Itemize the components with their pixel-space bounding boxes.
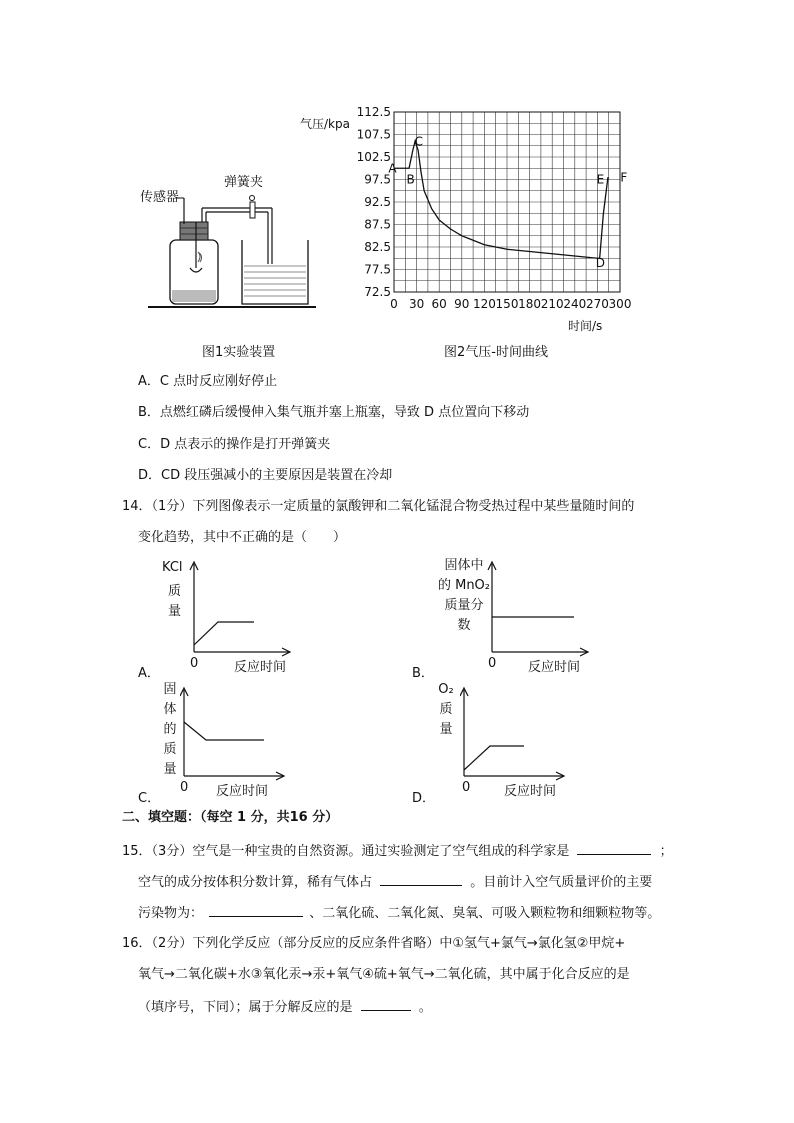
- q15-line2-text: 空气的成分按体积分数计算，稀有气体占: [138, 875, 373, 890]
- q15-blank-scientist[interactable]: [577, 840, 651, 855]
- sensor-label: 传感器: [140, 190, 180, 205]
- graph-b-xlabel: 反应时间: [528, 660, 581, 675]
- y-tick-label: 112.5: [356, 105, 391, 119]
- q15-line3: [138, 902, 660, 924]
- y-axis-title: 气压/kpa: [300, 117, 350, 131]
- figure2-caption: 图2气压-时间曲线: [444, 345, 548, 360]
- graph-d-xlabel: 反应时间: [504, 784, 557, 799]
- graph-b-ylabel-2: 的 MnO₂: [437, 578, 491, 593]
- graph-a-origin: 0: [190, 656, 199, 671]
- point-label-b: B: [406, 172, 415, 187]
- graph-c-ylabel-5: 量: [163, 762, 177, 777]
- x-tick-label: 300: [608, 297, 632, 311]
- graph-a-letter: A．: [138, 666, 160, 681]
- graph-b-ylabel-1: 固体中: [444, 558, 484, 573]
- graph-d-ylabel-3: 量: [439, 722, 453, 737]
- q15-line2-end: 。目前计入空气质量评价的主要: [470, 875, 653, 890]
- x-tick-label: 30: [408, 297, 425, 311]
- x-tick-label: 120: [472, 297, 496, 311]
- section2-heading: 二、填空题：（每空 1 分，共16 分）: [122, 810, 339, 825]
- y-tick-label: 87.5: [364, 217, 391, 232]
- q16-line3: [138, 996, 432, 1018]
- q16-blank-decomposition[interactable]: [361, 996, 411, 1011]
- y-tick-label: 72.5: [364, 285, 391, 299]
- clamp-label: 弹簧夹: [224, 175, 264, 190]
- x-tick-label: 150: [495, 297, 519, 311]
- graph-b-ylabel-4: 数: [457, 618, 471, 633]
- q13-option-b: B．点燃红磷后缓慢伸入集气瓶并塞上瓶塞，导致 D 点位置向下移动: [138, 405, 530, 420]
- graph-c-ylabel-1: 固: [163, 682, 177, 697]
- q15-line3-text: 污染物为：: [138, 906, 204, 921]
- x-tick-label: 240: [563, 297, 587, 311]
- graph-b-ylabel: [434, 556, 494, 636]
- q15-line2: [138, 871, 652, 893]
- graph-d-ylabel-2: 质: [439, 702, 453, 717]
- q16-line1: 16．（2分）下列化学反应（部分反应的反应条件省略）中①氢气+氯气→氯化氢②甲烷+: [122, 936, 626, 951]
- q14-stem-line2: 变化趋势，其中不正确的是（ ）: [138, 530, 347, 545]
- x-axis-title: 时间/s: [568, 319, 603, 333]
- y-tick-label: 82.5: [364, 240, 391, 254]
- x-tick-label: 210: [540, 297, 564, 311]
- q16-line2: 氧气→二氧化碳+水③氧化汞→汞+氧气④硫+氧气→二氧化硫，其中属于化合反应的是: [138, 967, 630, 982]
- point-label-d: D: [595, 255, 606, 270]
- x-tick-label: 60: [431, 297, 447, 311]
- q15-blank-rare-gas[interactable]: [380, 871, 462, 886]
- graph-a-ylabel-3: 量: [168, 604, 182, 619]
- q16-line3-end: 。: [418, 1000, 432, 1015]
- graph-b-ylabel-3: 质量分: [444, 598, 484, 613]
- y-tick-label: 97.5: [364, 172, 391, 187]
- graph-d-origin: 0: [462, 780, 471, 795]
- graph-c-xlabel: 反应时间: [216, 784, 269, 799]
- graph-d-letter: D．: [412, 791, 436, 806]
- x-tick-label: 270: [585, 297, 609, 311]
- q14-stem-line1: 14．（1分）下列图像表示一定质量的氯酸钾和二氧化锰混合物受热过程中某些量随时间的: [122, 499, 635, 514]
- point-label-c: C: [414, 134, 424, 149]
- q15-line1: [122, 840, 673, 862]
- q13-option-d: D．CD 段压强减小的主要原因是装置在冷却: [138, 468, 393, 483]
- graph-d-ylabel-1: O₂: [438, 682, 454, 697]
- y-tick-label: 77.5: [364, 262, 391, 277]
- q16-line3-text: （填序号，下同）；属于分解反应的是: [138, 1000, 353, 1015]
- y-tick-label: 92.5: [364, 195, 391, 209]
- q13-option-a: A．C 点时反应刚好停止: [138, 374, 278, 389]
- x-tick-label: 90: [454, 297, 470, 311]
- graph-c-ylabel-4: 质: [163, 742, 177, 757]
- q13-option-c: C．D 点表示的操作是打开弹簧夹: [138, 437, 331, 452]
- graph-c-ylabel-3: 的: [163, 722, 177, 737]
- y-tick-label: 102.5: [356, 150, 391, 164]
- graph-a-ylabel-1: KCl: [162, 560, 183, 575]
- q15-blank-pollutant[interactable]: [209, 902, 303, 917]
- graph-c-letter: C．: [138, 791, 161, 806]
- graph-b-letter: B．: [412, 666, 434, 681]
- graph-c-ylabel-2: 体: [163, 702, 177, 717]
- q15-line1-end: ；: [659, 844, 673, 859]
- pressure-time-chart: [296, 100, 646, 340]
- graph-c-origin: 0: [180, 780, 189, 795]
- pressure-series-line: [394, 141, 608, 258]
- point-label-f: F: [620, 170, 628, 185]
- point-label-e: E: [596, 172, 605, 187]
- x-tick-label: 0: [390, 297, 398, 311]
- graph-a-xlabel: 反应时间: [234, 660, 287, 675]
- point-label-a: A: [388, 161, 397, 176]
- graph-a-ylabel-2: 质: [168, 584, 182, 599]
- graph-b-origin: 0: [488, 656, 497, 671]
- figure1-caption: 图1实验装置: [202, 345, 276, 360]
- x-tick-label: 180: [518, 297, 542, 311]
- graph-c-ylabel: [160, 680, 180, 780]
- q15-line3-end: 、二氧化硫、二氧化氮、臭氧、可吸入颗粒物和细颗粒物等。: [309, 906, 661, 921]
- y-tick-label: 107.5: [356, 127, 391, 142]
- q15-line1-text: 15．（3分）空气是一种宝贵的自然资源。通过实验测定了空气组成的科学家是: [122, 844, 570, 859]
- graph-d-ylabel: [434, 680, 458, 740]
